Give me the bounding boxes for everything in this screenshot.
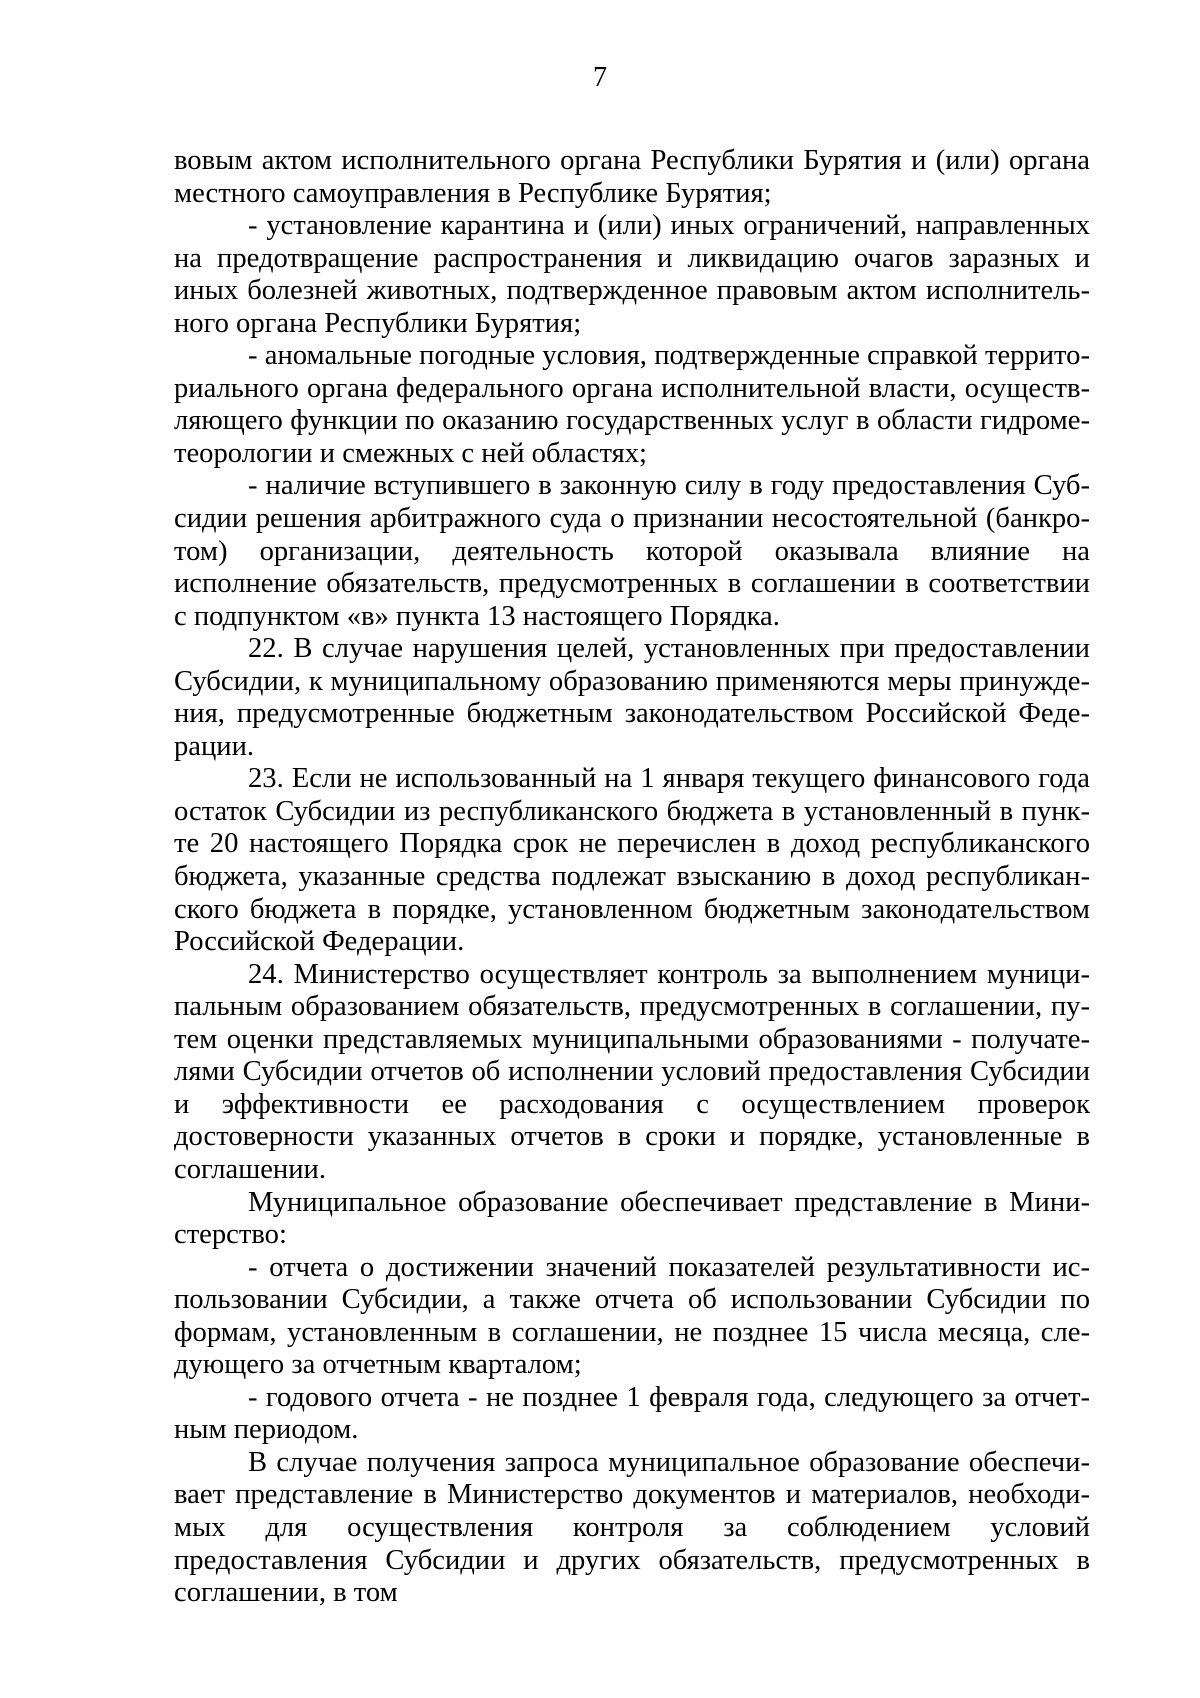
paragraph-reporting-intro: Муниципальное образование обеспечивает представление в Министерство:: [174, 1186, 1090, 1251]
paragraph-request: В случае получения запроса муниципальное образование обеспечивает представление в Министерство документов и материалов, необходимых для осуществления контроля за соблюдением условий предоставления Субсидии и других обязательств, предусмотренных в соглашении, в том: [174, 1446, 1090, 1609]
page-number: 7: [593, 62, 607, 93]
paragraph-quarterly-report: - отчета о достижении значений показателей результативности использовании Субсидии, а также отчета об использовании Субсидии по формам, установленным в соглашении, не позднее 15 числа месяца, следующего за отчетным кварталом;: [174, 1251, 1090, 1381]
paragraph-quarantine: - установление карантина и (или) иных ограничений, направленных на предотвращение распространения и ликвидацию очагов заразных и иных болезней животных, подтвержденное правовым актом исполнительного органа Республики Бурятия;: [174, 210, 1090, 339]
paragraph-bankruptcy: - наличие вступившего в законную силу в году предоставления Субсидии решения арбитражного суда о признании несостоятельной (банкротом) организации, деятельность которой оказывала влияние на исполнение обязательств, предусмотренных в соглашении в соответствии с подпунктом «в» пункта 13 настоящего Порядка.: [174, 470, 1090, 632]
paragraph-annual-report: - годового отчета - не позднее 1 февраля года, следующего за отчетным периодом.: [174, 1381, 1090, 1446]
paragraph-weather: - аномальные погодные условия, подтвержденные справкой территориального органа федерального органа исполнительной власти, осуществляющего функции по оказанию государственных услуг в области гидрометеорологии и смежных с ней областях;: [174, 340, 1090, 469]
paragraph-item-22: 22. В случае нарушения целей, установленных при предоставлении Субсидии, к муниципальному образованию применяются меры принуждения, предусмотренные бюджетным законодательством Российской Федерации.: [174, 633, 1090, 762]
paragraph-item-24: 24. Министерство осуществляет контроль за выполнением муниципальным образованием обязательств, предусмотренных в соглашении, путем оценки представляемых муниципальными образованиями - получателями Субсидии отчетов об исполнении условий предоставления Субсидии и эффективности ее расходования с осуществлением проверок достоверности указанных отчетов в сроки и порядке, установленные в соглашении.: [174, 958, 1090, 1185]
paragraph-item-23: 23. Если не использованный на 1 января текущего финансового года остаток Субсидии из республиканского бюджета в установленный в пункте 20 настоящего Порядка срок не перечислен в доход республиканского бюджета, указанные средства подлежат взысканию в доход республиканского бюджета в порядке, установленном бюджетным законодательством Российской Федерации.: [174, 763, 1090, 958]
body-text: [174, 145, 1090, 1610]
paragraph-continuation: вовым актом исполнительного органа Республики Бурятия и (или) органа местного самоуправления в Республике Бурятия;: [174, 145, 1090, 209]
